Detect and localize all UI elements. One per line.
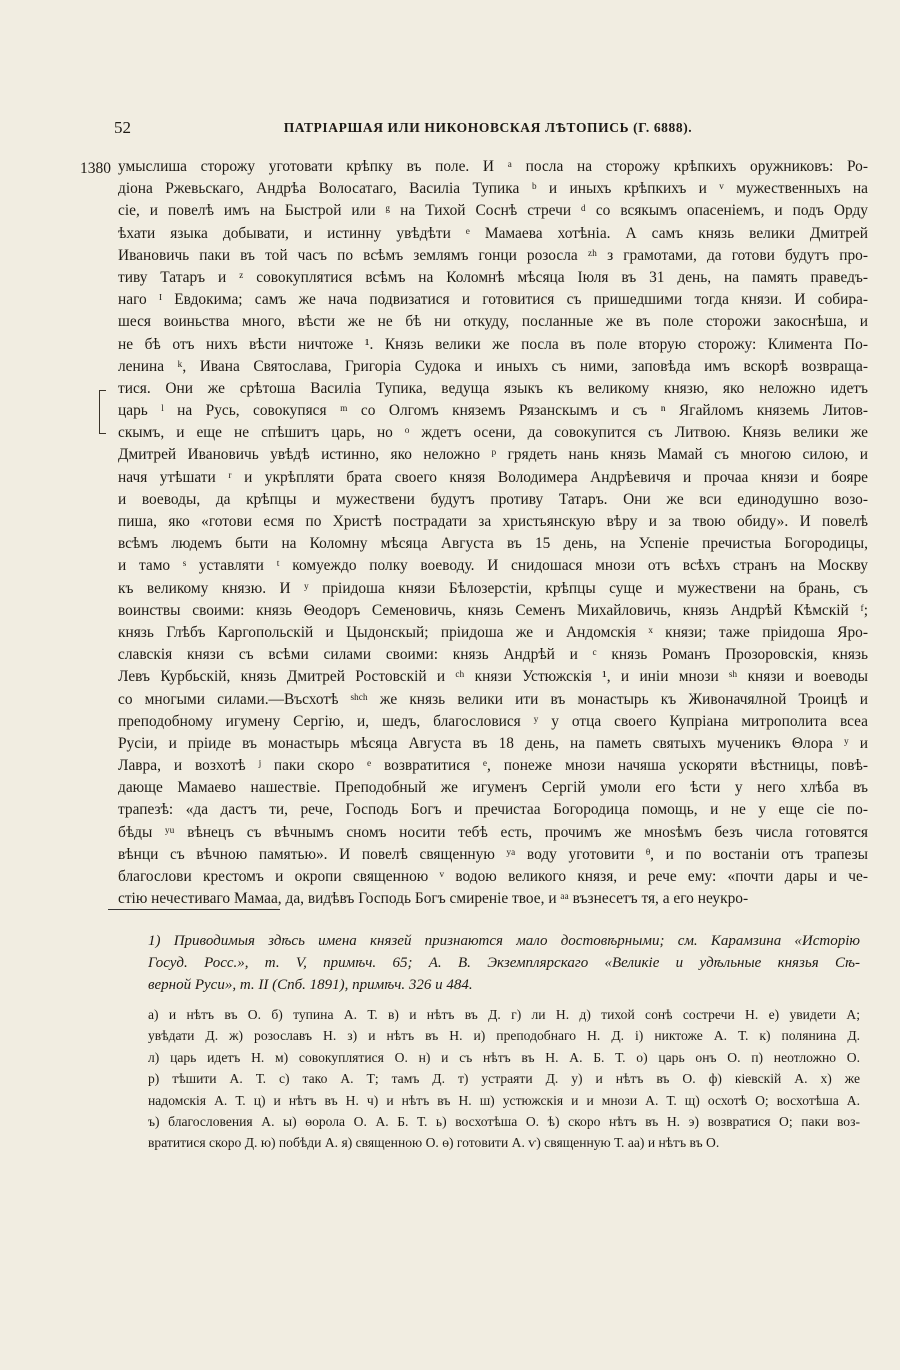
variant-line: вратитися скоро Д. ю) побѣди А. я) священною О. ѳ) готовити А. ѵ) священную Т. аа) и нѣтъ въ О. (148, 1135, 720, 1151)
footnote-divider (108, 909, 280, 910)
text-line: сіе, и повелѣ имъ на Быстрой или ᵍ на Тихой Соснѣ стречи ᵈ со всякымъ опасеніемъ, и подъ Орду (118, 202, 868, 220)
text-line: наго ᴵ Евдокима; самъ же нача подвизатися и готовитися съ пришедшими тогда князи. И собира- (118, 291, 868, 309)
variant-readings (148, 1004, 860, 1154)
text-line: пиша, яко «готови есмя по Христѣ пострадати за христьянскую вѣру и за твою обиду». И повелѣ (118, 513, 868, 530)
text-line: тися. Они же срѣтоша Василіа Тупика, ведуща языкъ къ великому князю, яко неложно идетъ (118, 379, 868, 397)
text-line: со многыми силами.—Въсхотѣ ˢʰᶜʰ же князь велики ити въ монастырь къ Живоначялной Троицѣ и (118, 690, 868, 708)
text-line: вѣнци съ вѣчною памятью». И повелѣ священную ʸᵃ воду уготовити ᶿ, и по востаніи отъ трапезы (118, 845, 868, 863)
margin-year: 1380 (80, 160, 111, 177)
text-line: скымъ, и еще не спѣшитъ царь, но ᵒ ждетъ осени, да совокупится съ Литвою. Князь велики же (118, 424, 868, 442)
text-line: умыслиша сторожу уготовати крѣпку въ поле. И ᵃ посла на сторожу крѣпкихъ оружниковъ: Ро- (118, 158, 868, 175)
text-line: трапезѣ: «да дастъ ти, рече, Господь Богъ и пречистаа Богородица помощь, и не у еще сіе по- (118, 801, 868, 819)
text-line: Дмитрей Ивановичь увѣдѣ истинно, яко неложно ᵖ грядеть нань князь Мамай съ многою силою, и (118, 446, 868, 464)
text-line: царь ˡ на Русь, совокупяся ᵐ со Олгомъ княземъ Рязанскымъ и съ ⁿ Ягайломъ княземь Литов- (118, 402, 868, 420)
variant-line: л) царь идетъ Н. м) совокуплятися О. н) и съ нѣтъ въ Н. А. Б. Т. о) царь онъ О. п) неотложно О. (148, 1049, 860, 1065)
variant-line: надомскія А. Т. ц) и нѣтъ въ Н. ч) и нѣтъ въ Н. ш) устюжскія и и мнози А. Т. щ) осхотѣ О; восхотѣша А. (148, 1092, 860, 1108)
running-title: ПАТРІАРШАЯ ИЛИ НИКОНОВСКАЯ ЛѢТОПИСЬ (Г. 6888). (283, 120, 693, 135)
page-number: 52 (114, 118, 131, 137)
text-line: Ивановичь паки въ той часъ по всѣмъ землямъ гонци розосла ᶻʰ з грамотами, да готови будутъ про- (118, 246, 868, 264)
text-line: тиву Татаръ и ᶻ совокуплятися всѣмъ на Коломнѣ мѣсяца Іюля въ 31 день, на память праведъ- (118, 268, 868, 286)
text-line: Лавра, и возхотѣ ʲ паки скоро ᵉ возвратитися ᵉ, понеже мнози начяша ускоряти вѣстницы, повѣ- (118, 757, 868, 775)
text-line: всѣмъ людемъ быти на Коломну мѣсяца Августа въ 15 день, на Успеніе пречистыа Богородицы, (118, 535, 868, 553)
text-line: ленина ᵏ, Ивана Святослава, Григоріа Судока и иныхъ съ ними, заповѣда имъ вскорѣ возвраща- (118, 357, 868, 375)
variant-line: а) и нѣтъ въ О. б) тупина А. Т. в) и нѣтъ въ Д. г) ли Н. д) тихой сонѣ состречи Н. е) увидети А; (148, 1007, 860, 1022)
footnote (148, 930, 860, 996)
text-line: стію нечестиваго Мамаа, да, видѣвъ Господь Богъ смиреніе твое, и ᵃᵃ възнесетъ тя, а его неукро- (118, 890, 749, 908)
text-line: ѣхати языка добывати, и истинну увѣдѣти ᵉ Мамаева хотѣніа. А самъ князь велики Дмитрей (118, 224, 868, 242)
text-line: не бѣ отъ нихъ вѣсти ничтоже ¹. Князь велики же посла въ поле вторую сторожу: Климента По- (118, 335, 868, 353)
margin-bracket-mark (99, 390, 106, 434)
variant-line: р) тѣшити А. Т. с) тако А. Т; тамъ Д. т) устраяти Д. у) и нѣтъ въ О. ф) кіевскій А. х) же (148, 1071, 860, 1087)
page-header (108, 118, 868, 140)
text-line: бѣды ʸᵘ вѣнецъ съ вѣчнымъ сномъ носити тебѣ есть, прочимъ же мноѕѣмъ безъ числа готовятся (118, 823, 868, 841)
text-line: дающе Мамаево нашествіе. Преподобный же игуменъ Сергій умоли его ѣсти у него хлѣба въ (118, 779, 868, 797)
variant-line: увѣдати Д. ж) розославъ Н. з) и нѣтъ въ Н. и) преподобнаго Н. Д. і) никтоже А. Т. к) полянина Д. (148, 1028, 860, 1044)
text-line: къ великому князю. И ʸ пріидоша князи Бѣлозерстіи, крѣпцы суще и мужествени на брань, съ (118, 579, 868, 597)
footnote-line: 1) Приводимыя здѣсь имена князей признаются мало достовѣрными; см. Карамзина «Исторію (148, 933, 860, 949)
text-line: шеся воиньства много, вѣсти же не бѣ ни откуду, посланные же въ поле сторожи закоснѣша, и (118, 313, 868, 331)
text-line: и воеводы, да крѣпцы и мужествени будутъ противу Татаръ. Они же вси единодушно возо- (118, 490, 868, 508)
text-line: діона Ржевьскаго, Андрѣа Волосатаго, Василіа Тупика ᵇ и иныхъ крѣпкихъ и ᵛ мужественныхъ на (118, 180, 868, 198)
footnote-line: верной Руси», т. II (Спб. 1891), примѣч. 326 и 484. (148, 977, 473, 993)
variant-line: ъ) благословения А. ы) ѳорола О. А. Б. Т. ь) восхотѣша О. ѣ) скоро нѣтъ въ Н. э) возвратися О; паки воз- (148, 1113, 860, 1129)
text-line: и тамо ˢ уставляти ᵗ комуеждо полку воеводу. И снидошася мнози отъ всѣхъ странъ на Москву (118, 557, 868, 575)
text-line: благослови крестомъ и окропи священною ᵛ водою великого князя, и рече ему: «почти дары и че- (118, 868, 868, 885)
text-line: славскія князи съ всѣми силами своими: князь Андрѣй и ᶜ князь Романъ Прозоровскія, князь (118, 646, 868, 664)
text-line: начя утѣшати ʳ и укрѣпляти брата своего князя Володимера Андрѣевичя и прочаа князи и бояре (118, 468, 868, 486)
text-line: воинствы своими: князь Θеодоръ Семеновичь, князь Семенъ Михайловичь, князь Андрѣй Кѣмскій ᶠ; (118, 601, 868, 619)
text-line: князь Глѣбъ Каргопольскій и Цыдонскый; пріидоша же и Андомскія ˣ князи; таже пріидоша Яро- (118, 623, 868, 641)
text-line: Левъ Курбьскій, князь Дмитрей Ростовскій и ᶜʰ князи Устюжскія ¹, и иніи мнози ˢʰ князи и воеводы (118, 668, 868, 686)
footnote-line: Госуд. Росс.», т. V, примѣч. 65; А. В. Экземплярскаго «Великіе и удѣльные князья Сѣ- (148, 955, 860, 971)
text-line: Русіи, и пріиде въ монастырь мѣсяца Августа въ 18 день, на паметь святыхъ мученикъ Θлора ʸ и (118, 734, 868, 752)
text-line: преподобному игумену Сергію, и, шедъ, благословися ʸ у отца своего Купріана митрополита всеа (118, 712, 868, 730)
main-text (118, 156, 868, 910)
